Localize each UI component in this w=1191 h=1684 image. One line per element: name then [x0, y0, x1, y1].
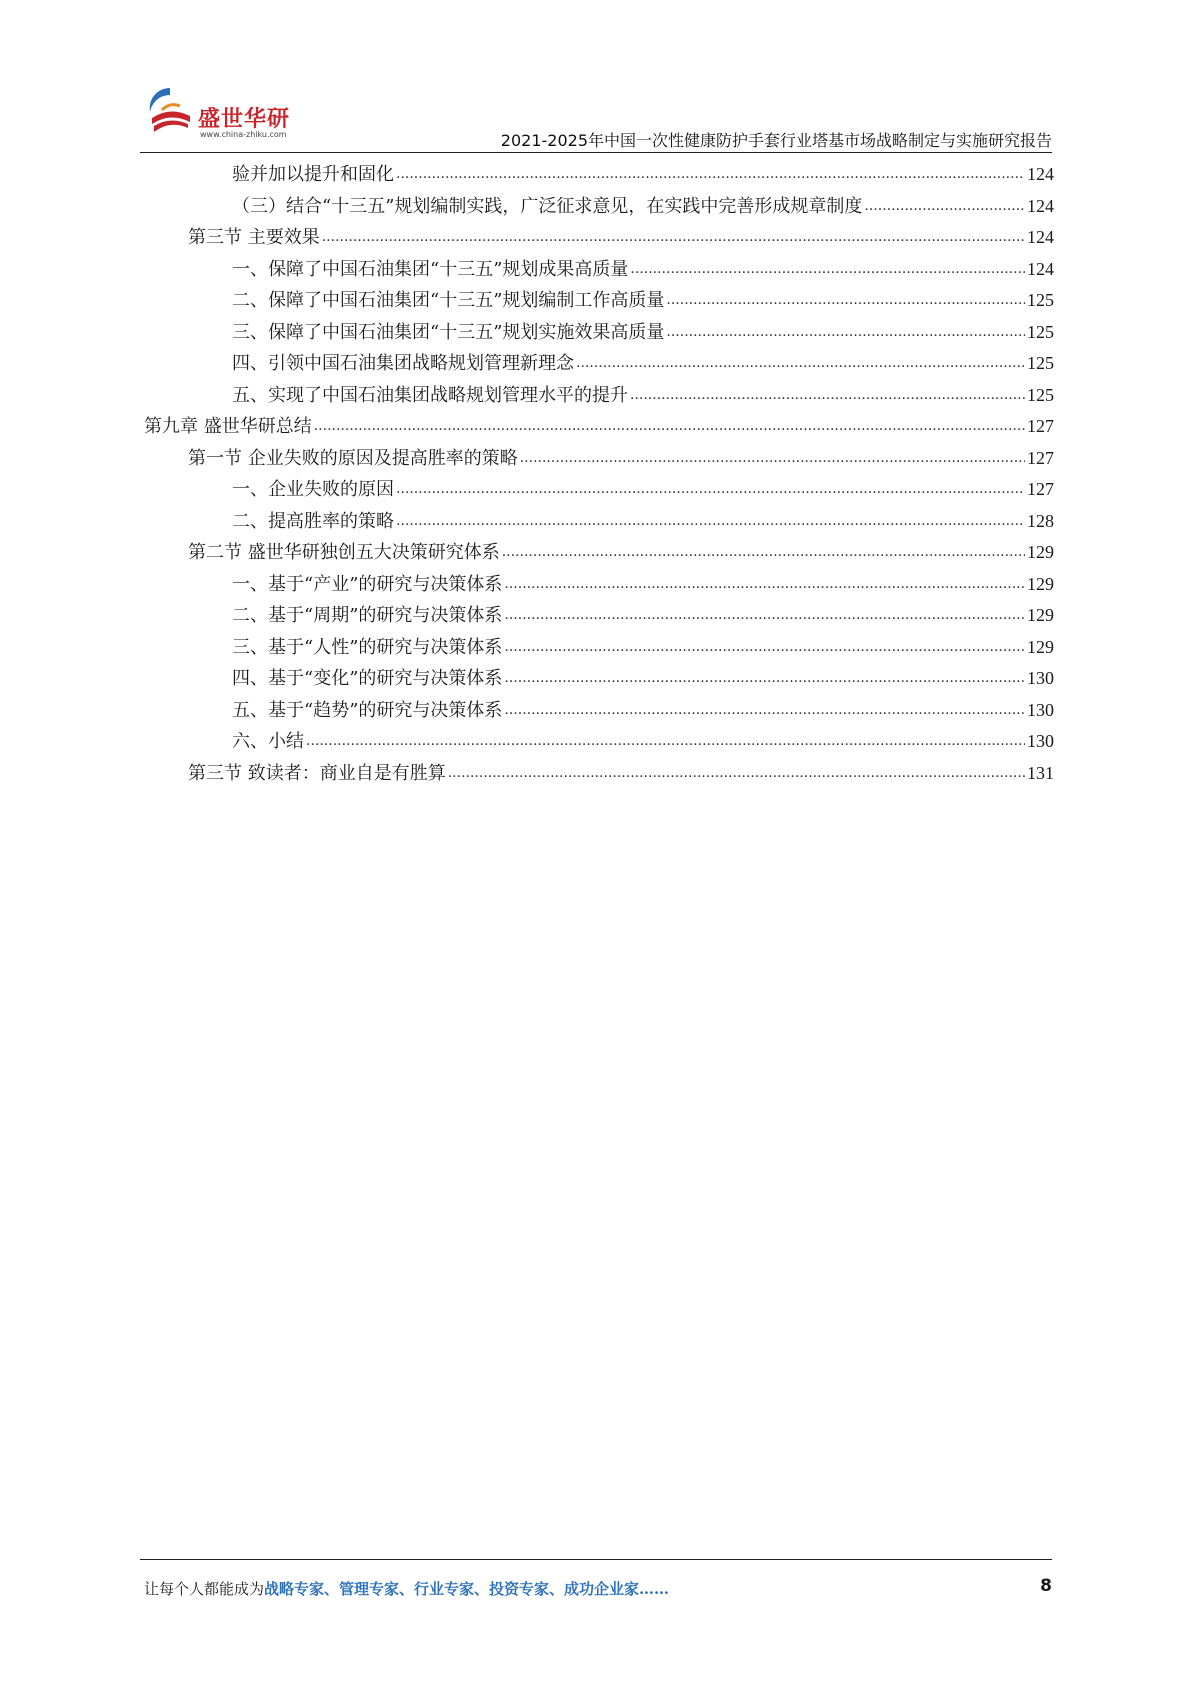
toc-entry-title: 六、小结 — [232, 731, 304, 752]
toc-entry-title: 二、保障了中国石油集团“十三五”规划编制工作高质量 — [232, 290, 665, 311]
toc-entry-title: 一、企业失败的原因 — [232, 479, 394, 500]
toc-entry-page: 129 — [1027, 573, 1054, 594]
logo-emblem-icon — [140, 80, 200, 140]
toc-dot-leader — [504, 695, 1025, 727]
footer-slogan — [144, 1578, 669, 1599]
toc-entry-title: 四、基于“变化”的研究与决策体系 — [232, 668, 503, 689]
toc-entry-title: 二、基于“周期”的研究与决策体系 — [232, 605, 503, 626]
toc-entry[interactable] — [144, 317, 1054, 349]
toc-dot-leader — [448, 758, 1025, 790]
toc-entry[interactable] — [144, 474, 1054, 506]
toc-entry[interactable] — [144, 758, 1054, 790]
toc-dot-leader — [666, 285, 1025, 317]
toc-entry-page: 129 — [1027, 542, 1054, 562]
toc-dot-leader — [504, 600, 1025, 632]
toc-dot-leader — [396, 506, 1025, 538]
toc-dot-leader — [630, 254, 1025, 286]
toc-dot-leader — [502, 537, 1025, 569]
toc-entry[interactable] — [144, 569, 1054, 601]
page-number: 8 — [1040, 1576, 1052, 1596]
toc-entry-page: 127 — [1027, 479, 1054, 499]
toc-dot-leader — [504, 632, 1025, 664]
toc-entry-page: 129 — [1027, 636, 1054, 657]
toc-entry-title: 第三节 主要效果 — [188, 227, 320, 248]
toc-dot-leader — [504, 663, 1025, 695]
toc-entry-title: （三）结合“十三五”规划编制实践，广泛征求意见，在实践中完善形成规章制度 — [232, 195, 863, 217]
logo — [140, 80, 310, 150]
toc-entry[interactable] — [144, 191, 1054, 223]
toc-entry-title: 二、提高胜率的策略 — [232, 510, 394, 532]
toc-entry-title: 验并加以提升和固化 — [232, 164, 394, 185]
toc-entry[interactable] — [144, 506, 1054, 538]
toc-entry-page: 124 — [1027, 258, 1054, 279]
logo-text: 盛世华研 — [198, 107, 291, 132]
toc-dot-leader — [864, 191, 1025, 223]
toc-dot-leader — [504, 569, 1025, 601]
table-of-contents — [144, 159, 1054, 789]
toc-entry[interactable] — [144, 695, 1054, 727]
toc-entry-title: 五、基于“趋势”的研究与决策体系 — [232, 699, 503, 721]
toc-entry-page: 130 — [1027, 668, 1054, 688]
footer-slogan-highlight: 战略专家、管理专家、行业专家、投资专家、成功企业家…… — [264, 1580, 670, 1598]
toc-entry-title: 三、基于“人性”的研究与决策体系 — [232, 636, 503, 658]
toc-entry[interactable] — [144, 600, 1054, 632]
toc-entry[interactable] — [144, 348, 1054, 380]
toc-dot-leader — [630, 380, 1025, 412]
toc-entry[interactable] — [144, 632, 1054, 664]
toc-entry-title: 一、基于“产业”的研究与决策体系 — [232, 573, 503, 595]
toc-entry-page: 130 — [1027, 699, 1054, 720]
toc-entry[interactable] — [144, 663, 1054, 695]
logo-url: www.china-zhiku.com — [200, 130, 287, 139]
toc-entry-page: 125 — [1027, 321, 1054, 342]
toc-entry-title: 第三节 致读者：商业自是有胜算 — [188, 762, 446, 784]
toc-dot-leader — [322, 222, 1025, 254]
toc-entry[interactable] — [144, 411, 1054, 443]
toc-dot-leader — [520, 443, 1025, 475]
toc-entry[interactable] — [144, 222, 1054, 254]
toc-entry-title: 一、保障了中国石油集团“十三五”规划成果高质量 — [232, 258, 629, 280]
toc-entry-page: 124 — [1027, 195, 1054, 216]
toc-entry-title: 第二节 盛世华研独创五大决策研究体系 — [188, 542, 500, 563]
toc-entry[interactable] — [144, 285, 1054, 317]
toc-entry-page: 127 — [1027, 416, 1054, 436]
toc-entry-title: 四、引领中国石油集团战略规划管理新理念 — [232, 353, 574, 374]
toc-entry[interactable] — [144, 380, 1054, 412]
toc-entry-page: 127 — [1027, 447, 1054, 468]
toc-dot-leader — [666, 317, 1025, 349]
toc-dot-leader — [396, 474, 1025, 506]
toc-entry[interactable] — [144, 537, 1054, 569]
toc-entry-title: 三、保障了中国石油集团“十三五”规划实施效果高质量 — [232, 321, 665, 343]
toc-entry-page: 131 — [1027, 762, 1054, 783]
toc-entry-page: 128 — [1027, 510, 1054, 531]
toc-entry-page: 125 — [1027, 290, 1054, 310]
toc-entry-title: 五、实现了中国石油集团战略规划管理水平的提升 — [232, 384, 628, 406]
toc-entry-page: 124 — [1027, 164, 1054, 184]
toc-entry[interactable] — [144, 443, 1054, 475]
toc-entry[interactable] — [144, 726, 1054, 758]
document-title: 2021-2025年中国一次性健康防护手套行业塔基市场战略制定与实施研究报告 — [500, 131, 1052, 150]
toc-entry-page: 125 — [1027, 353, 1054, 373]
toc-entry-page: 129 — [1027, 605, 1054, 625]
toc-dot-leader — [314, 411, 1025, 443]
toc-entry[interactable] — [144, 254, 1054, 286]
toc-entry-page: 130 — [1027, 731, 1054, 751]
toc-entry-title: 第一节 企业失败的原因及提高胜率的策略 — [188, 447, 518, 469]
footer-slogan-lead: 让每个人都能成为 — [144, 1580, 265, 1598]
footer-divider — [140, 1559, 1052, 1560]
toc-entry-title: 第九章 盛世华研总结 — [144, 416, 312, 437]
page-header — [140, 80, 1052, 150]
toc-entry-page: 124 — [1027, 227, 1054, 247]
toc-entry[interactable] — [144, 159, 1054, 191]
toc-dot-leader — [396, 159, 1025, 191]
header-divider — [140, 152, 1052, 153]
toc-dot-leader — [576, 348, 1025, 380]
toc-entry-page: 125 — [1027, 384, 1054, 405]
toc-dot-leader — [306, 726, 1025, 758]
